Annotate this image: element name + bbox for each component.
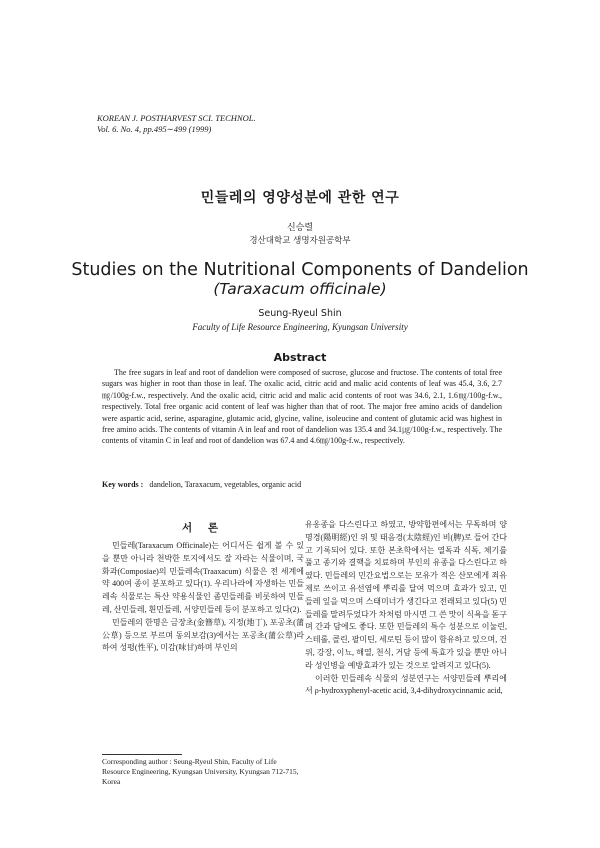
- abstract-text: The free sugars in leaf and root of dandelion were composed of sucrose, glucose and fructose. The contents of total free sugars was higher in root than those in leaf. The oxalic acid, citric acid and malic acid contents of leaf was 45.4, 3.6, 2.7㎎/100g-f.w., respectively. And the oxalic acid, citric acid and malic acid contents of root was 34.6, 2.1, 1.6㎎/100g-f.w., respectively. Total free organic acid content of leaf was higher than that of root. The major free amino acids of dandelion were aspartic acid, serine, asparagine, glutamic acid, glycine, valine, isoleucine and content of glutamic acid was highest in free amino acids. The contents of vitamin A in leaf and root of dandelion was 135.4 and 34.1㎍/100g-f.w., respectively. The contents of vitamin C in leaf and root of dandelion was 67.4 and 4.6㎎/100g-f.w., respectively.: [102, 368, 502, 446]
- journal-name: KOREAN J. POSTHARVEST SCI. TECHNOL.: [97, 113, 256, 123]
- keywords: [102, 480, 502, 489]
- english-author: Seung-Ryeul Shin: [258, 308, 342, 319]
- korean-affiliation: 경산대학교 생명자원공학부: [249, 236, 351, 246]
- left-column: [102, 540, 304, 655]
- footnote-divider: [102, 754, 182, 755]
- right-column: [305, 519, 507, 698]
- intro-paragraph-1: 민들레(Taraxacum Officinale)는 어디서든 쉽게 볼 수 있을 뿐만 아니라 천박한 토지에서도 잘 자라는 식물이며, 국화과(Composiae)의 민들레속(Traaxacum) 식물은 전 세계에 약 400여 종이 분포하고 있다(1). 우리나라에 자생하는 민들레속 식물로는 특산 약용식물인 좀민들레를 비롯하여 민들레, 산민들레, 흰민들레, 서양민들레 등이 분포하고 있다(2).: [102, 541, 304, 614]
- keywords-label: Key words :: [102, 480, 144, 489]
- english-subtitle: (Taraxacum officinale): [213, 280, 387, 298]
- intro-paragraph-2: 민들레의 한명은 금장초(金簪草), 지정(地丁), 포공초(蒲公草) 등으로 부르며 동의보감(3)에서는 포공초(蒲公草)라 하여 성평(性平), 미감(味甘)하며 부인의: [102, 617, 304, 653]
- section-heading-introduction: 서 론: [182, 522, 224, 534]
- journal-volume: Vol. 6. No. 4, pp.495∼499 (1999): [97, 124, 212, 134]
- intro-paragraph-4: 이러한 민들레속 식물의 성분연구는 서양민들레 뿌리에서 ρ-hydroxyphenyl-acetic acid, 3,4-dihydroxycinnamic acid,: [305, 673, 507, 696]
- keywords-text: dandelion, Taraxacum, vegetables, organic acid: [149, 480, 302, 489]
- journal-header: [97, 113, 256, 135]
- abstract-heading: Abstract: [273, 351, 327, 364]
- english-affiliation: Faculty of Life Resource Engineering, Kyungsan University: [192, 322, 408, 332]
- korean-title: 민들레의 영양성분에 관한 연구: [200, 190, 400, 206]
- korean-author: 신승렬: [286, 223, 314, 233]
- corresponding-author-footnote: Corresponding author : Seung-Ryeul Shin, Faculty of Life Resource Engineering, Kyungsan University, Kyungsan 712-715, Korea: [102, 757, 299, 786]
- intro-paragraph-3: 유옹종을 다스린다고 하였고, 방약합편에서는 무독하며 양명경(陽明經)인 위 및 태음경(太陰經)인 비(脾)로 들어 간다고 기록되어 있다. 또한 본초학에서는 열독과 식독, 체기를 풀고 종기와 결핵을 치료하며 부인의 유종을 다스린다고 하였다. 민들레의 민간요법으로는 모유가 적은 산모에게 죄유제로 쓰이고 유선염에 뿌리를 달여 먹으며 효과가 있고, 민들레 잎을 먹으며 스태미너가 생긴다고 전래되고 있다(5) 민들레를 말려두었다가 차처럼 마시면 그 쓴 맛이 식욕을 돋구며 간과 담에도 좋다. 또한 민들레의 특수 성분으로 이눌린, 스테롤, 콜린, 팔미틴, 세로틴 등이 많이 함유하고 있으며, 건위, 강장, 이뇨, 해열, 천식, 거담 등에 특효가 있을 뿐만 아니라 성인병을 예방효과가 있는 것으로 알려지고 있다(5).: [305, 520, 507, 670]
- english-title: Studies on the Nutritional Components of Dandelion: [71, 260, 529, 280]
